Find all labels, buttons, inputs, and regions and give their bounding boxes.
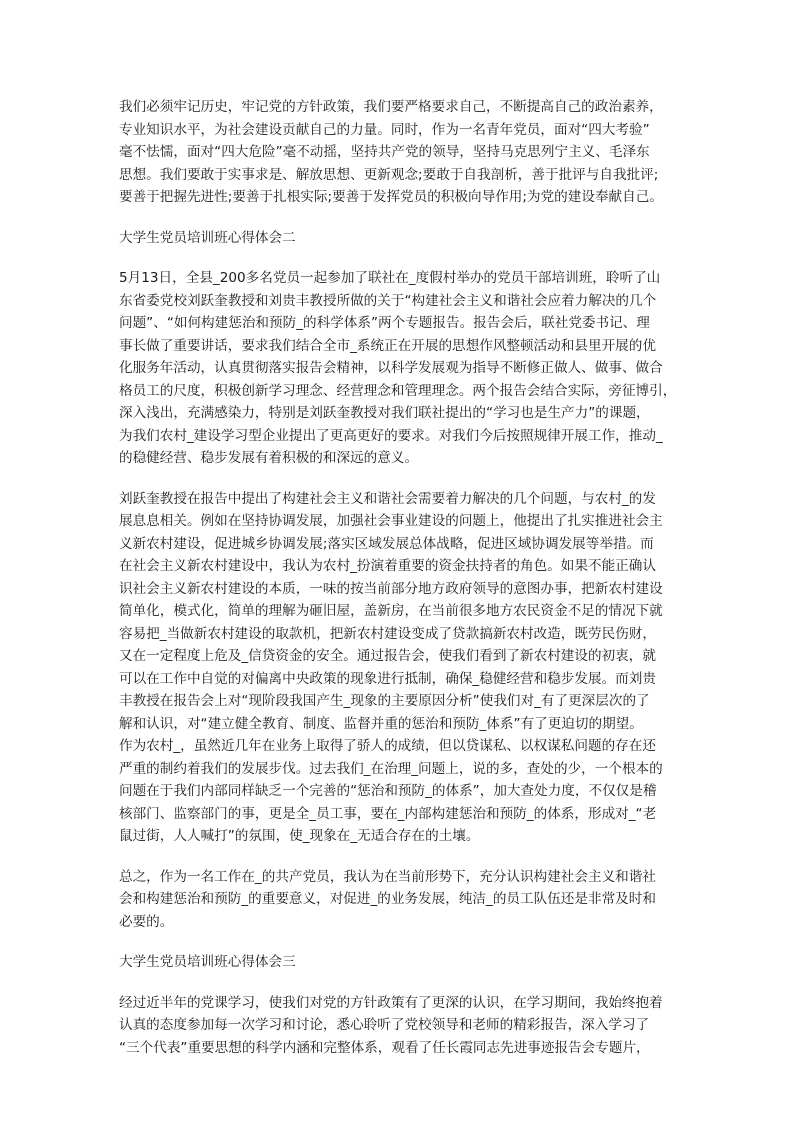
paragraph-intro: 我们必须牢记历史，牢记党的方针政策，我们要严格要求自己，不断提高自己的政治素养， 专业知识水平，为社会建设贡献自己的力量。同时，作为一名青年党员，面对“四大考验” 毫不怯懦，面对“四大危险”毫不动摇，坚持共产党的领导，坚持马克思列宁主义、毛泽东 思想。我们要敢于实事求是、解放思想、更新观念;要敢于自我剖析，善于批评与自我批评; 要善于把握先进性;要善于扎根实际;要善于发挥党员的积极向导作用;为党的建设奉献自己。 bbox=[119, 99, 663, 205]
paragraph-gap bbox=[119, 249, 679, 267]
section-heading-two: 大学生党员培训班心得体会二 bbox=[119, 229, 296, 246]
paragraph-gap bbox=[119, 848, 679, 866]
paragraph-gap bbox=[119, 209, 679, 227]
paragraph-professor-report: 刘跃奎教授在报告中提出了构建社会主义和谐社会需要着力解决的几个问题，与农村_的发 展息息相关。例如在坚持协调发展，加强社会事业建设的问题上，他提出了扎实推进社会主 义新农村建设，促进城乡协调发展;落实区域发展总体战略，促进区域协调发展等举措。而 在社会主义新农村建设中，我认为农村_扮演着重要的资金扶持者的角色。如果不能正确认 识社会主义新农村建设的本质，一味的按当前部分地方政府领导的意图办事，把新农村建设 简单化，模式化，简单的理解为砸旧屋，盖新房，在当前很多地方农民资金不足的情况下就 容易把_当做新农村建设的取款机，把新农村建设变成了贷款搞新农村改造，既劳民伤财， 又在一定程度上危及_信贷资金的安全。通过报告会，使我们看到了新农村建设的初衷，就 可以在工作中自觉的对偏离中央政策的现象进行抵制，确保_稳健经营和稳步发展。而刘贵 丰教授在报告会上对“现阶段我国产生_现象的主要原因分析”使我们对_有了更深层次的了 解和认识，对“建立健全教育、制度、监督并重的惩治和预防_体系”有了更迫切的期望。 作为农村_，虽然近几年在业务上取得了骄人的成绩，但以贷谋私、以权谋私问题的存在还 严重的制约着我们的发展步伐。过去我们_在治理_问题上，说的多，查处的少，一个根本的 问题在于我们内部同样缺乏一个完善的“惩治和预防_的体系”，加大查处力度，不仅仅是稽 核部门、监察部门的事，更是全_员工事，要在_内部构建惩治和预防_的体系，形成对_“老 鼠过街，人人喊打”的氛围，使_现象在_无适合存在的土壤。 bbox=[119, 490, 663, 844]
document-page bbox=[119, 96, 679, 1059]
paragraph-training-report: 5月13日，全县_200多名党员一起参加了联社在_度假村举办的党员干部培训班，聆听了山 东省委党校刘跃奎教授和刘贵丰教授所做的关于“构建社会主义和谐社会应着力解决的几个 问题”、“如何构建惩治和预防_的科学体系”两个专题报告。报告会后，联社党委书记、理 事长做了重要讲话，要求我们结合全市_系统正在开展的思想作风整顿活动和县里开展的优 化服务年活动，认真贯彻落实报告会精神，以科学发展观为指导不断修正做人、做事、做合 格员工的尺度，积极创新学习理念、经营理念和管理理念。两个报告会结合实际，旁征博引， 深入浅出，充满感染力，特别是刘跃奎教授对我们联社提出的“学习也是生产力”的课题， 为我们农村_建设学习型企业提出了更高更好的要求。对我们今后按照规律开展工作，推动_ 的稳健经营、稳步发展有着积极的和深远的意义。 bbox=[119, 270, 677, 466]
paragraph-party-study: 经过近半年的党课学习，使我们对党的方针政策有了更深的认识，在学习期间，我始终抱着 认真的态度参加每一次学习和讨论，悉心聆听了党校领导和老师的精彩报告，深入学习了 “三个代表”重要思想的科学内涵和完整体系，观看了任长霞同志先进事迹报告会专题片， bbox=[119, 994, 663, 1056]
section-heading-three: 大学生党员培训班心得体会三 bbox=[119, 954, 296, 970]
paragraph-gap bbox=[119, 470, 679, 488]
paragraph-gap bbox=[119, 933, 679, 951]
paragraph-conclusion: 总之，作为一名工作在_的共产党员，我认为在当前形势下，充分认识构建社会主义和谐社 会和构建惩治和预防_的重要意义，对促进_的业务发展，纯洁_的员工队伍还是非常及时和 必要的。 bbox=[119, 868, 656, 930]
paragraph-gap bbox=[119, 974, 679, 992]
